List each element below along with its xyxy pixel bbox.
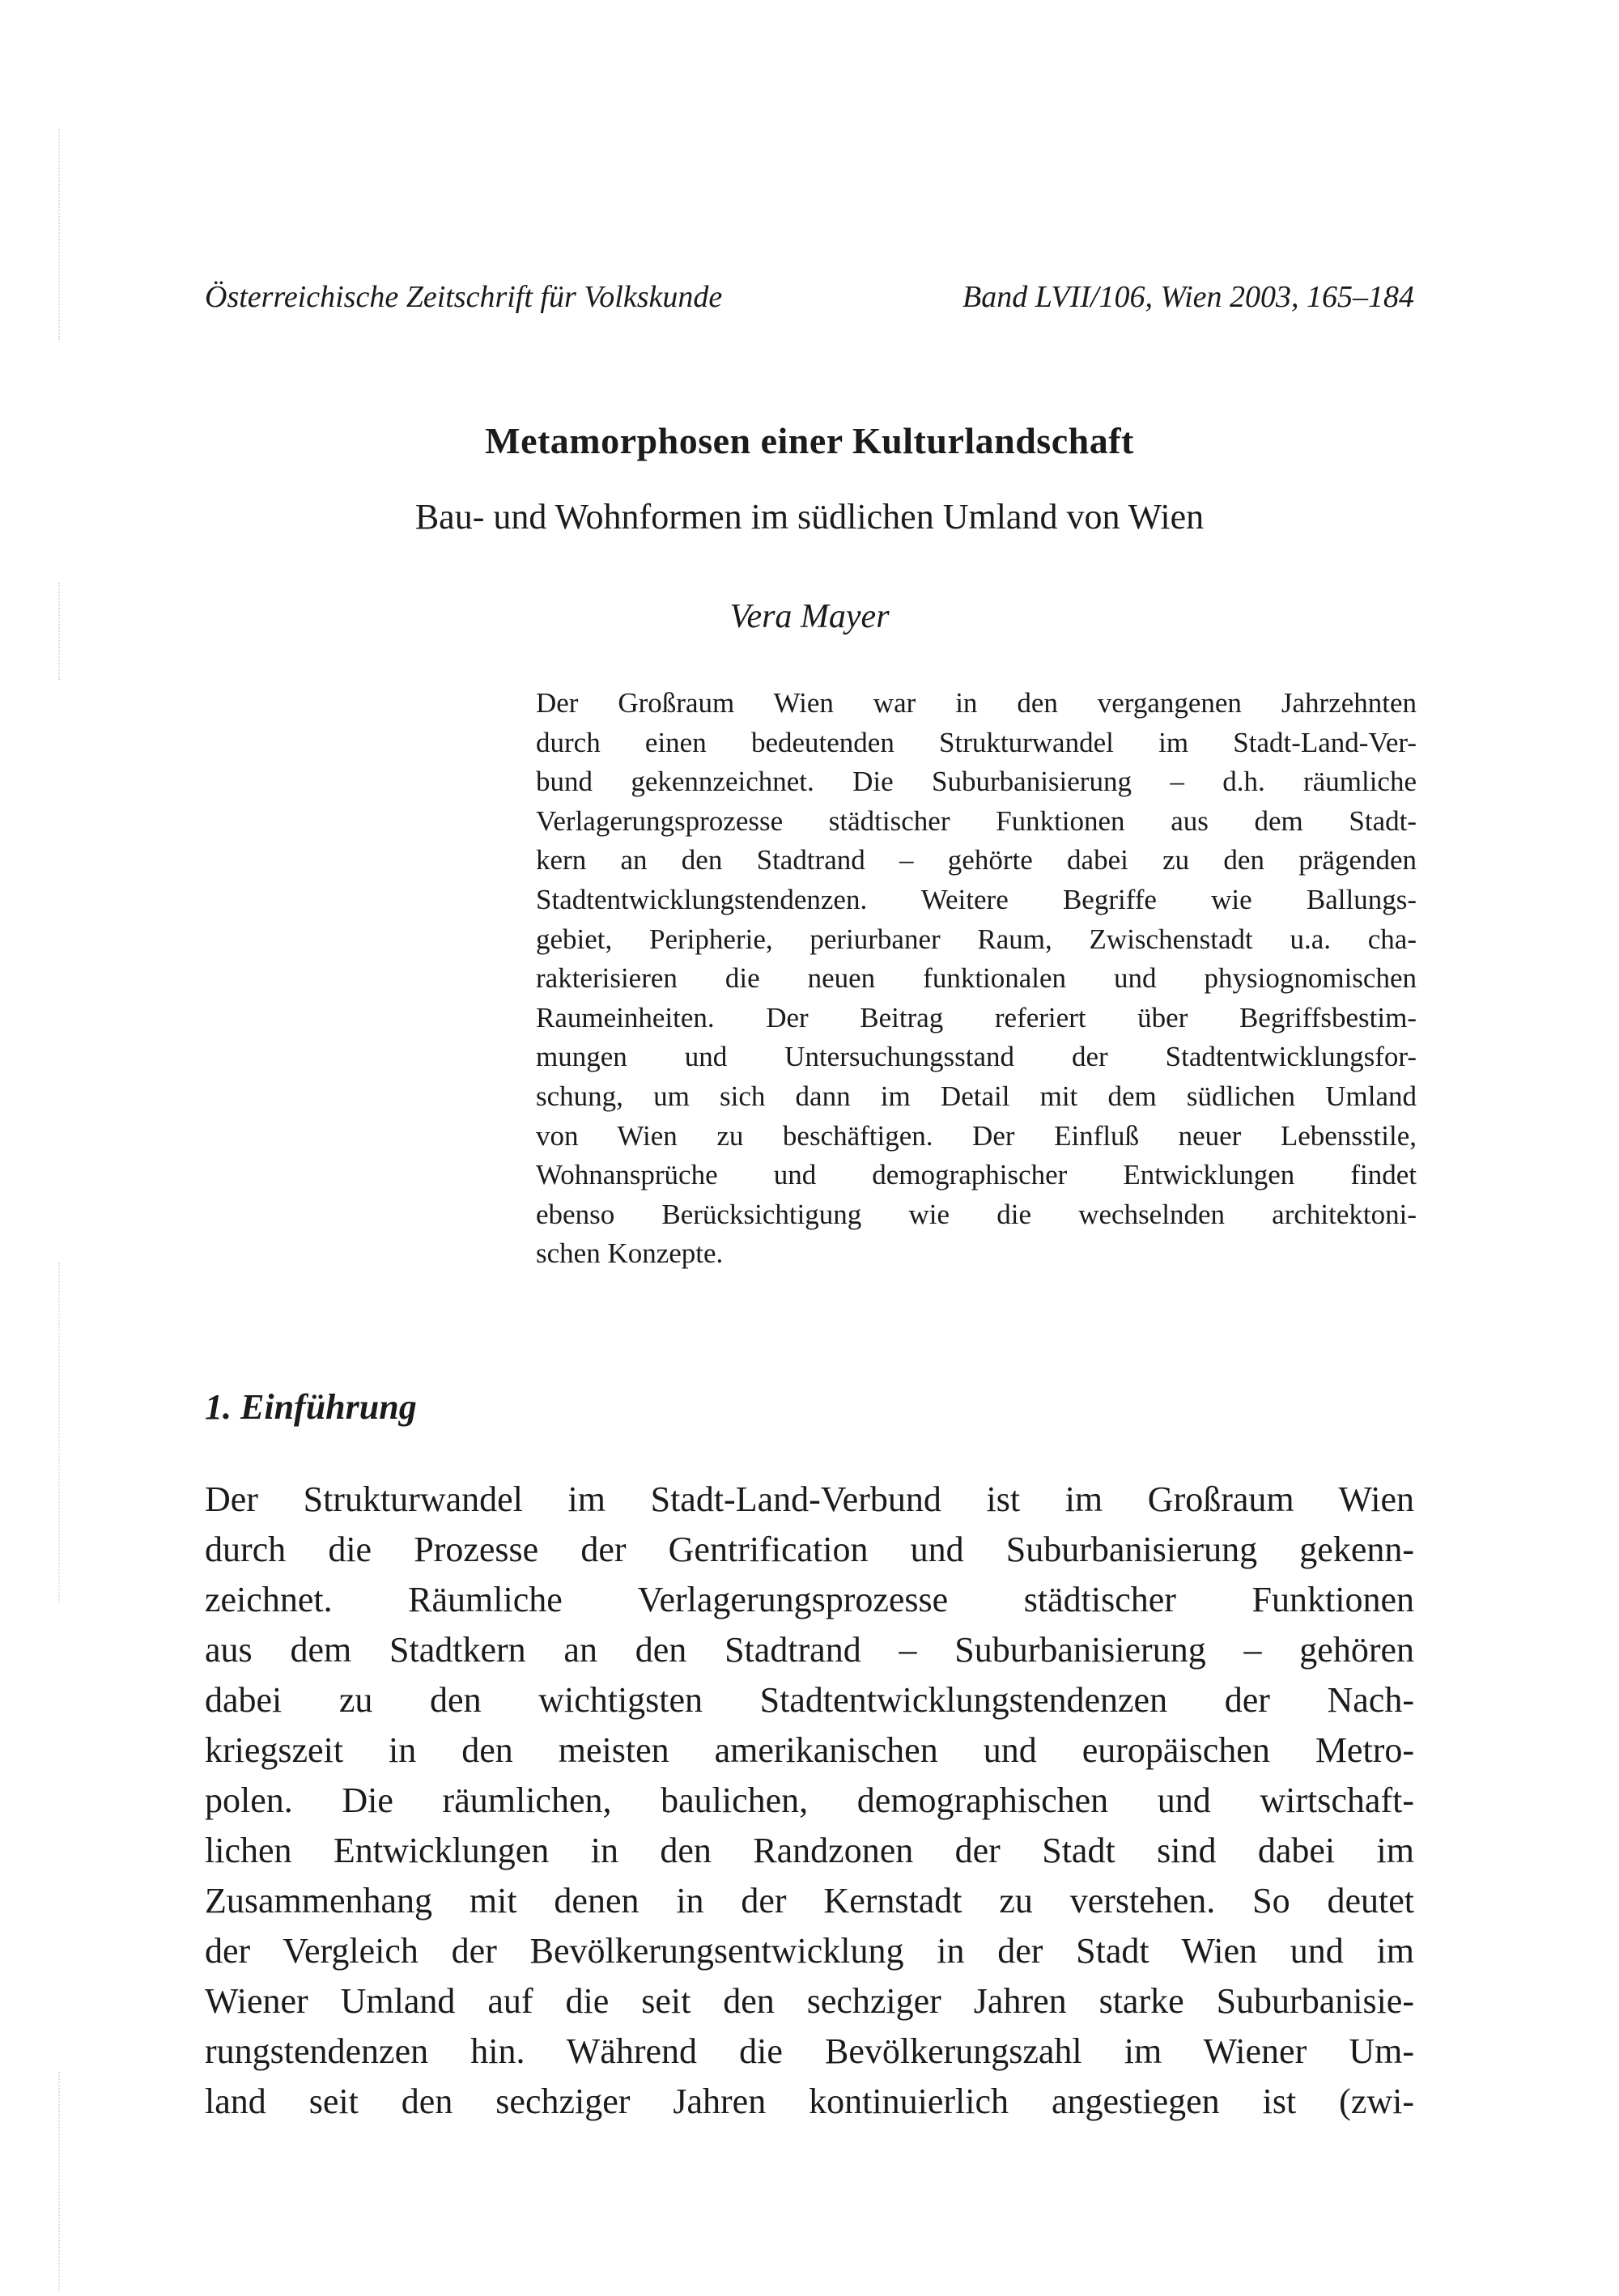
text-line: Der Strukturwandel im Stadt-Land-Verbund ist im Großraum Wien: [205, 1479, 1414, 1519]
text-line: der Vergleich der Bevölkerungsentwicklung in der Stadt Wien und im: [205, 1931, 1414, 1971]
text-line: von Wien zu beschäftigen. Der Einfluß neuer Lebensstile,: [536, 1119, 1417, 1152]
text-line: bund gekennzeichnet. Die Suburbanisierung – d.h. räumliche: [536, 766, 1417, 798]
text-line: rakterisieren die neuen funktionalen und physiognomischen: [536, 962, 1417, 995]
scan-artifact: [58, 583, 60, 680]
text-line: gebiet, Peripherie, periurbaner Raum, Zwischenstadt u.a. cha-: [536, 923, 1417, 955]
text-line: kern an den Stadtrand – gehörte dabei zu den prägenden: [536, 844, 1417, 876]
section-heading: 1. Einführung: [205, 1387, 417, 1427]
abstract: [536, 684, 1417, 1274]
text-line: Wiener Umland auf die seit den sechziger Jahren starke Suburbanisie-: [205, 1981, 1414, 2021]
body-paragraph: [205, 1475, 1414, 2127]
scan-artifact: [58, 2072, 60, 2290]
issue-info: Band LVII/106, Wien 2003, 165–184: [962, 280, 1414, 314]
text-line: durch einen bedeutenden Strukturwandel im Stadt-Land-Ver-: [536, 726, 1417, 758]
text-line: durch die Prozesse der Gentrification und Suburbanisierung gekenn-: [205, 1530, 1414, 1569]
journal-header: [205, 279, 1414, 316]
text-line: Zusammenhang mit denen in der Kernstadt zu verstehen. So deutet: [205, 1881, 1414, 1920]
text-line: mungen und Untersuchungsstand der Stadtentwicklungsfor-: [536, 1041, 1417, 1073]
text-line: Wohnansprüche und demographischer Entwicklungen findet: [536, 1159, 1417, 1191]
text-line: ebenso Berücksichtigung wie die wechselnden architektoni-: [536, 1198, 1417, 1230]
text-line: rungstendenzen hin. Während die Bevölkerungszahl im Wiener Um-: [205, 2031, 1414, 2071]
text-line: Verlagerungsprozesse städtischer Funktionen aus dem Stadt-: [536, 804, 1417, 837]
journal-name: Österreichische Zeitschrift für Volkskunde: [205, 280, 723, 314]
text-line: zeichnet. Räumliche Verlagerungsprozesse städtischer Funktionen: [205, 1580, 1414, 1619]
article-subtitle: Bau- und Wohnformen im südlichen Umland von Wien: [414, 497, 1205, 537]
text-line: Stadtentwicklungstendenzen. Weitere Begriffe wie Ballungs-: [536, 883, 1417, 915]
text-line: schung, um sich dann im Detail mit dem südlichen Umland: [536, 1080, 1417, 1112]
text-line: aus dem Stadtkern an den Stadtrand – Suburbanisierung – gehören: [205, 1630, 1414, 1670]
text-line: schen Konzepte.: [536, 1237, 724, 1270]
scan-artifact: [58, 1263, 60, 1602]
text-line: Der Großraum Wien war in den vergangenen Jahrzehnten: [536, 687, 1417, 719]
text-line: dabei zu den wichtigsten Stadtentwicklungstendenzen der Nach-: [205, 1680, 1414, 1720]
article-title: Metamorphosen einer Kulturlandschaft: [485, 420, 1134, 461]
text-line: polen. Die räumlichen, baulichen, demographischen und wirtschaft-: [205, 1780, 1414, 1820]
text-line: Raumeinheiten. Der Beitrag referiert über Begriffsbestim-: [536, 1001, 1417, 1033]
text-line: kriegszeit in den meisten amerikanischen und europäischen Metro-: [205, 1730, 1414, 1770]
author-name: Vera Mayer: [729, 598, 890, 635]
text-line: lichen Entwicklungen in den Randzonen der Stadt sind dabei im: [205, 1831, 1414, 1870]
scan-artifact: [58, 129, 60, 340]
text-line: land seit den sechziger Jahren kontinuierlich angestiegen ist (zwi-: [205, 2082, 1414, 2121]
